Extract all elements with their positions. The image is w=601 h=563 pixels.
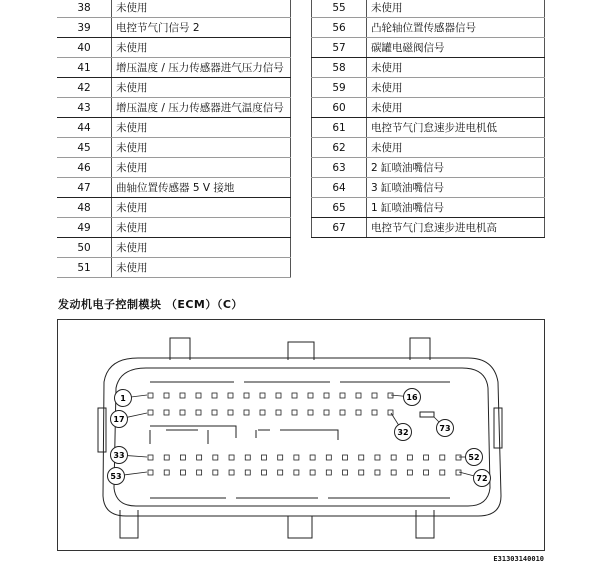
- pin-cavity: [343, 455, 348, 460]
- pin-description: 未使用: [112, 118, 291, 138]
- pin-cavity: [276, 410, 281, 415]
- pin-cavity: [375, 470, 380, 475]
- pin-cavity: [308, 393, 313, 398]
- side-latch-left: [98, 408, 106, 452]
- pin-cavity: [278, 470, 283, 475]
- pin-callout-label: 17: [113, 415, 125, 424]
- pin-number: 40: [57, 38, 112, 58]
- connector-housing-inner: [114, 368, 490, 506]
- pin-description: 曲轴位置传感器 5 V 接地: [112, 178, 291, 198]
- pin-cavity: [164, 410, 169, 415]
- table-row: [57, 258, 291, 278]
- pin-description: 未使用: [367, 78, 545, 98]
- pin-cavity: [375, 455, 380, 460]
- table-row: [312, 118, 545, 138]
- pin-cavity: [260, 393, 265, 398]
- bottom-latch-center: [288, 516, 312, 538]
- pin-cavity: [197, 470, 202, 475]
- pin-cavity: [148, 410, 153, 415]
- pin-cavity: [343, 470, 348, 475]
- pin-cavity: [276, 393, 281, 398]
- table-row: [312, 38, 545, 58]
- pin-description: 未使用: [112, 78, 291, 98]
- pin-description: 未使用: [112, 258, 291, 278]
- pin-description: 电控节气门信号 2: [112, 18, 291, 38]
- table-row: [312, 138, 545, 158]
- pin-callout-label: 33: [113, 451, 125, 460]
- table-row: [57, 158, 291, 178]
- table-row: [57, 198, 291, 218]
- pin-description: 未使用: [367, 98, 545, 118]
- pin-callout-label: 1: [120, 394, 126, 403]
- table-row: [57, 18, 291, 38]
- pin-number: 61: [312, 118, 367, 138]
- pin-cavity: [245, 455, 250, 460]
- pin-cavity: [261, 470, 266, 475]
- pin-cavity: [359, 455, 364, 460]
- pin-cavity: [308, 410, 313, 415]
- table-row: [57, 238, 291, 258]
- connector-diagram-frame: [57, 319, 545, 563]
- pin-number: 63: [312, 158, 367, 178]
- table-row: [312, 218, 545, 238]
- pin-cavity: [148, 393, 153, 398]
- pin-cavity: [391, 455, 396, 460]
- pin-cavity: [407, 455, 412, 460]
- pin-cavity: [180, 410, 185, 415]
- pin-number: 60: [312, 98, 367, 118]
- table-row: [312, 78, 545, 98]
- pin-table-left: [57, 0, 291, 278]
- pin-number: 47: [57, 178, 112, 198]
- pin-description: 未使用: [367, 58, 545, 78]
- table-row: [312, 18, 545, 38]
- pin-number: 64: [312, 178, 367, 198]
- pin-description: 凸轮轴位置传感器信号: [367, 18, 545, 38]
- pin-cavity: [340, 410, 345, 415]
- pin-cavity: [340, 393, 345, 398]
- pin-cavity: [456, 455, 461, 460]
- pin-description: 未使用: [112, 218, 291, 238]
- table-row: [312, 98, 545, 118]
- pin-number: 45: [57, 138, 112, 158]
- pin-number: 41: [57, 58, 112, 78]
- pin-cavity: [260, 410, 265, 415]
- pin-number: 62: [312, 138, 367, 158]
- pin-description: 未使用: [112, 38, 291, 58]
- pin-cavity: [324, 393, 329, 398]
- pin-callout-label: 53: [110, 472, 122, 481]
- pin-description: 未使用: [367, 0, 545, 18]
- table-row: [312, 0, 545, 18]
- pin-callout-label: 72: [476, 474, 488, 483]
- pin-cavity: [164, 455, 169, 460]
- pin-number: 44: [57, 118, 112, 138]
- pin-cavity: [229, 455, 234, 460]
- pin-cavity: [196, 410, 201, 415]
- pin-cavity: [294, 455, 299, 460]
- pin-cavity: [148, 455, 153, 460]
- table-row: [57, 178, 291, 198]
- table-row: [57, 118, 291, 138]
- pin-cavity: [228, 410, 233, 415]
- pin-number: 38: [57, 0, 112, 18]
- pin-cavity: [180, 470, 185, 475]
- pin-number: 55: [312, 0, 367, 18]
- pin-cavity: [180, 455, 185, 460]
- pin-description: 增压温度 / 压力传感器进气温度信号: [112, 98, 291, 118]
- pin-description: 未使用: [112, 238, 291, 258]
- pin-cavity: [229, 470, 234, 475]
- side-latch-right: [494, 408, 502, 448]
- pin-number: 48: [57, 198, 112, 218]
- table-row: [57, 0, 291, 18]
- pin-cavity: [310, 470, 315, 475]
- pin-number: 43: [57, 98, 112, 118]
- pin-cavity: [440, 455, 445, 460]
- bottom-latch-left: [120, 510, 138, 538]
- pin-cavity: [197, 455, 202, 460]
- pin-callout-label: 73: [439, 424, 451, 433]
- pin-description: 2 缸喷油嘴信号: [367, 158, 545, 178]
- pin-description: 增压温度 / 压力传感器进气压力信号: [112, 58, 291, 78]
- table-row: [57, 78, 291, 98]
- pin-cavity: [294, 470, 299, 475]
- table-row: [312, 198, 545, 218]
- pin-cavity: [424, 455, 429, 460]
- pin-cavity: [424, 470, 429, 475]
- pin-description: 未使用: [112, 0, 291, 18]
- table-row: [57, 38, 291, 58]
- pin-callout-label: 16: [406, 393, 418, 402]
- pin-cavity: [212, 410, 217, 415]
- pin-cavity: [213, 455, 218, 460]
- top-latch-right: [410, 338, 430, 360]
- figure-code: E31303140010: [493, 555, 544, 563]
- pin-cavity: [326, 470, 331, 475]
- pin-description: 电控节气门怠速步进电机高: [367, 218, 545, 238]
- pin-number: 56: [312, 18, 367, 38]
- pin-cavity: [245, 470, 250, 475]
- pin-cavity: [324, 410, 329, 415]
- pin-cavity: [356, 393, 361, 398]
- table-row: [57, 218, 291, 238]
- pin-cavity: [164, 470, 169, 475]
- pin-table-right: [311, 0, 545, 238]
- table-row: [57, 98, 291, 118]
- table-row: [57, 58, 291, 78]
- pin-cavity: [310, 455, 315, 460]
- pin-cavity: [372, 393, 377, 398]
- pin-cavity: [292, 393, 297, 398]
- pin-cavity: [228, 393, 233, 398]
- section-title: 发动机电子控制模块 （ECM）（C）: [58, 298, 243, 311]
- table-row: [312, 58, 545, 78]
- pin-number: 50: [57, 238, 112, 258]
- pin-description: 电控节气门怠速步进电机低: [367, 118, 545, 138]
- pin-cavity: [244, 393, 249, 398]
- pin-description: 3 缸喷油嘴信号: [367, 178, 545, 198]
- pin-cavity: [164, 393, 169, 398]
- pin-cavity: [292, 410, 297, 415]
- key-slot-73: [420, 412, 434, 417]
- pin-cavity: [326, 455, 331, 460]
- pin-cavity: [359, 470, 364, 475]
- pin-description: 未使用: [112, 198, 291, 218]
- top-latch-center: [288, 342, 314, 360]
- pin-cavity: [391, 470, 396, 475]
- pin-number: 51: [57, 258, 112, 278]
- pin-cavity: [148, 470, 153, 475]
- pin-cavity: [372, 410, 377, 415]
- pin-cavity: [244, 410, 249, 415]
- pin-number: 67: [312, 218, 367, 238]
- pin-cavity: [278, 455, 283, 460]
- pin-number: 42: [57, 78, 112, 98]
- top-latch-left: [170, 338, 190, 360]
- pin-callout-label: 52: [468, 453, 480, 462]
- pin-description: 碳罐电磁阀信号: [367, 38, 545, 58]
- pin-number: 59: [312, 78, 367, 98]
- pin-description: 未使用: [112, 158, 291, 178]
- table-row: [57, 138, 291, 158]
- pin-number: 58: [312, 58, 367, 78]
- pin-cavity: [407, 470, 412, 475]
- pin-number: 57: [312, 38, 367, 58]
- pin-description: 1 缸喷油嘴信号: [367, 198, 545, 218]
- pin-cavity: [196, 393, 201, 398]
- pin-cavity: [180, 393, 185, 398]
- pin-cavity: [212, 393, 217, 398]
- pin-number: 46: [57, 158, 112, 178]
- pin-cavity: [213, 470, 218, 475]
- pin-number: 49: [57, 218, 112, 238]
- bottom-latch-right: [416, 510, 434, 538]
- ecm-connector-diagram: [58, 320, 544, 550]
- pin-cavity: [356, 410, 361, 415]
- pin-description: 未使用: [367, 138, 545, 158]
- table-row: [312, 158, 545, 178]
- pin-cavity: [261, 455, 266, 460]
- table-row: [312, 178, 545, 198]
- pin-cavity: [440, 470, 445, 475]
- pin-number: 65: [312, 198, 367, 218]
- pin-description: 未使用: [112, 138, 291, 158]
- pin-callout-label: 32: [397, 428, 409, 437]
- center-key: [150, 426, 338, 444]
- pin-number: 39: [57, 18, 112, 38]
